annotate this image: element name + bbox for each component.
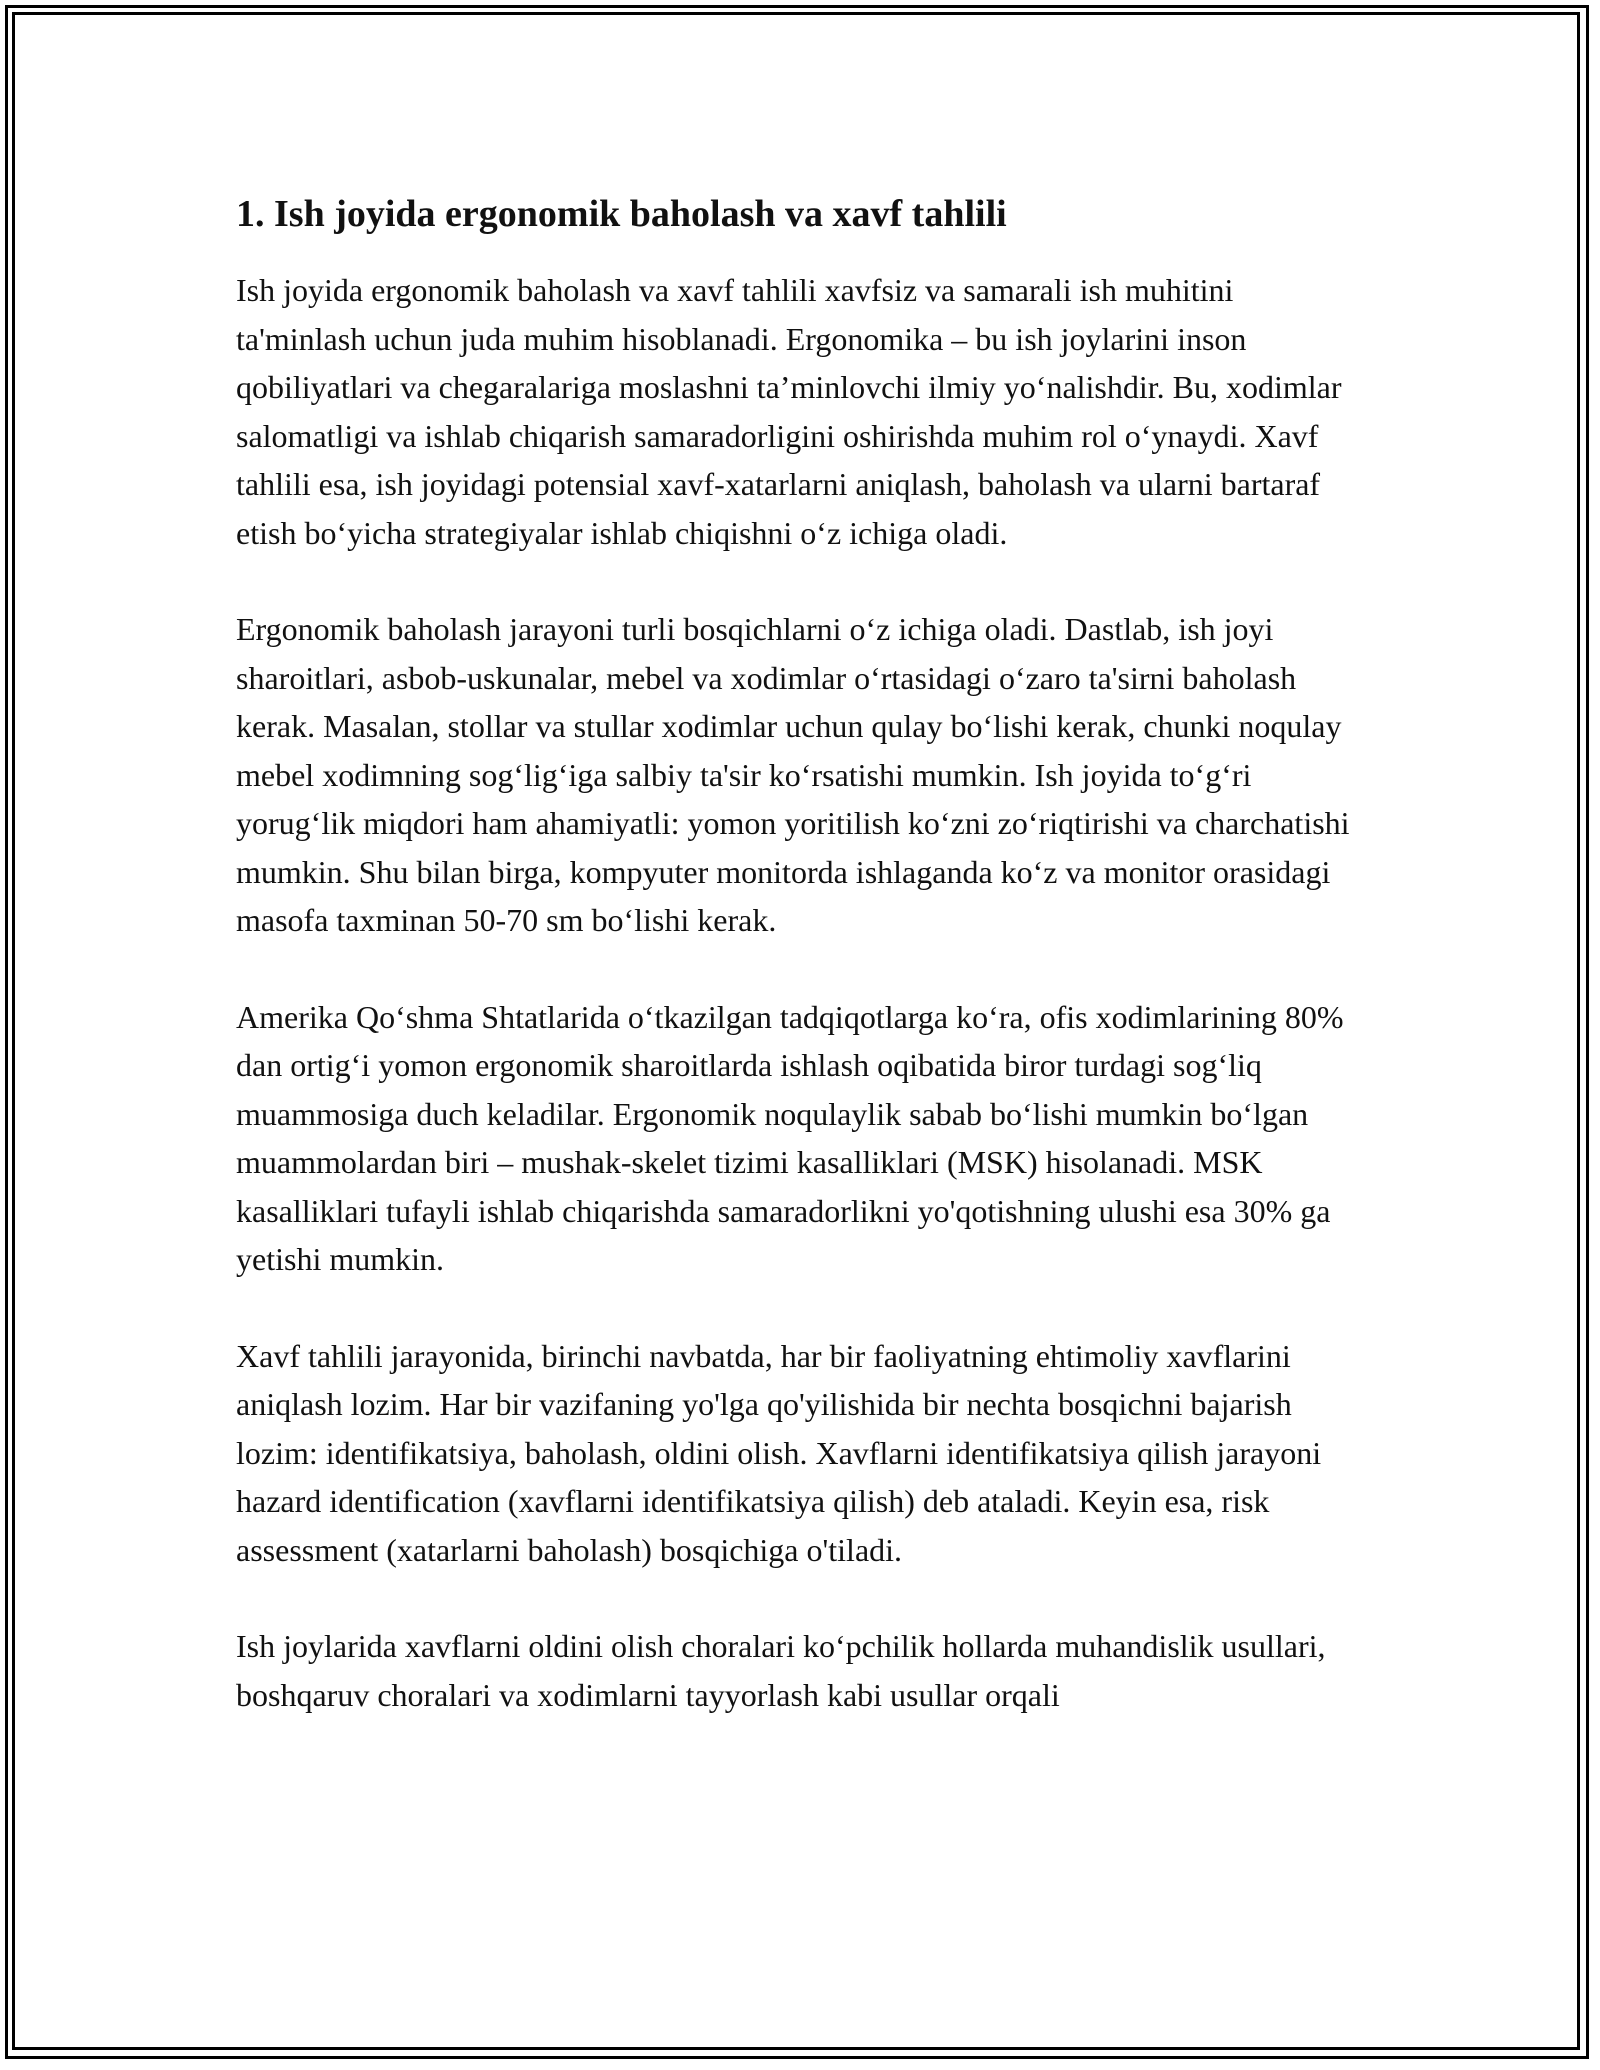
paragraph-prevention-measures: Ish joylarida xavflarni oldini olish choralari ko‘pchilik hollarda muhandislik usullari, boshqaruv choralari va xodimlarni tayyorlash kabi usullar orqali	[236, 1628, 1326, 1713]
paragraph-ergonomics-intro: Ish joyida ergonomik baholash va xavf tahlili xavfsiz va samarali ish muhitini ta'minlash uchun juda muhim hisoblanadi. Ergonomika – bu ish joylarini inson qobiliyatlari va chegaralariga moslashni ta’minlovchi ilmiy yo‘nalishdir. Bu, xodimlar salomatligi va ishlab chiqarish samaradorligini oshirishda muhim rol o‘ynaydi. Xavf tahlili esa, ish joyidagi potensial xavf-xatarlarni aniqlash, baholash va ularni bartaraf etish bo‘yicha strategiyalar ishlab chiqishni o‘z ichiga oladi.	[236, 272, 1342, 551]
section-heading: 1. Ish joyida ergonomik baholash va xavf tahlili	[236, 193, 1007, 235]
paragraph-usa-statistics: Amerika Qo‘shma Shtatlarida o‘tkazilgan tadqiqotlarga ko‘ra, ofis xodimlarining 80% dan ortig‘i yomon ergonomik sharoitlarda ishlash oqibatida biror turdagi sog‘liq muammosiga duch keladilar. Ergonomik noqulaylik sabab bo‘lishi mumkin bo‘lgan muammolardan biri – mushak-skelet tizimi kasalliklari (MSK) hisolanadi. MSK kasalliklari tufayli ishlab chiqarishda samaradorlikni yo'qotishning ulushi esa 30% ga yetishi mumkin.	[236, 998, 1344, 1277]
paragraph-risk-analysis: Xavf tahlili jarayonida, birinchi navbatda, har bir faoliyatning ehtimoliy xavflarini aniqlash lozim. Har bir vazifaning yo'lga qo'yilishida bir nechta bosqichni bajarish lozim: identifikatsiya, baholash, oldini olish. Xavflarni identifikatsiya qilish jarayoni hazard identification (xavflarni identifikatsiya qilish) deb ataladi. Keyin esa, risk assessment (xatarlarni baholash) bosqichiga o'tiladi.	[236, 1337, 1322, 1568]
document-body	[236, 188, 1366, 1719]
paragraph-assessment-stages: Ergonomik baholash jarayoni turli bosqichlarni o‘z ichiga oladi. Dastlab, ish joyi sharoitlari, asbob-uskunalar, mebel va xodimlar o‘rtasidagi o‘zaro ta'sirni baholash kerak. Masalan, stollar va stullar xodimlar uchun qulay bo‘lishi kerak, chunki noqulay mebel xodimning sog‘lig‘iga salbiy ta'sir ko‘rsatishi mumkin. Ish joyida to‘g‘ri yorug‘lik miqdori ham ahamiyatli: yomon yoritilish ko‘zni zo‘riqtirishi va charchatishi mumkin. Shu bilan birga, kompyuter monitorda ishlaganda ko‘z va monitor orasidagi masofa taxminan 50-70 sm bo‘lishi kerak.	[236, 611, 1350, 938]
